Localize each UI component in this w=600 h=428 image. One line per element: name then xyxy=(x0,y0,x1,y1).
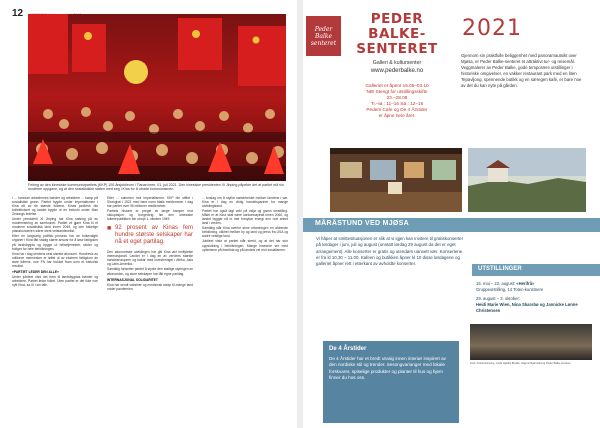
pull-quote-text: 92 prosent av Kinas fem hundre største selskaper har nå et eget partilag. xyxy=(115,225,193,246)
opening-line: Peders Cafe og De 4 Årstider xyxy=(366,106,428,112)
opening-line: er åpne hele året. xyxy=(378,112,416,118)
exhibition-title: «Herifrå» xyxy=(516,281,535,286)
exhibition-title: Heidi Marie Wien, Nina Skarsbø og Jannicke Lønne Christensen xyxy=(476,302,578,313)
celebration-photo xyxy=(28,14,286,181)
article-column-2 xyxy=(107,196,193,422)
left-page xyxy=(0,0,297,428)
paragraph: Kina har sendt vaksiner og medisinsk utstyr til mange land under pandemien. xyxy=(107,282,193,291)
paragraph: I ... hvordan arbeidernes bønder og arbeidere ... kamp på sosialistisk grunn. Partiet bygde under imperialismen i Kina ett av de største folkene. Kinas jordbruk ble kollektivisert og landet bygde ut en industri under Mao Zedongs ledelse. xyxy=(12,196,98,217)
celebration-photo-art xyxy=(28,14,286,181)
cafe-box xyxy=(323,341,459,423)
article-column-3 xyxy=(202,196,288,422)
intro-text: Gjennom sin praktfulle beliggenhet med panoramautsikt over Mjøsa, er Peder Balke-senteret et attraktivt tur- og reisemål. Veggmalerer av Peder Balke, gode temporære utstillinger i historiske omgivelser, en vakker restaurant park med en liten Tepavljong, spennende butikk og en særegen kafé, er bare noe av det du kan nyte på gården. xyxy=(461,53,582,88)
exhibition-item xyxy=(476,296,596,314)
quote-bullet-icon: ■ xyxy=(107,225,112,233)
cafe-text: De 4 Årstider har et bredt utvalg innen interiør inspirert av den nordiske stil og trender. Sesongvarianger med lokale forskvarer, spiselige produkter og planter til hus og hjem finner du hos oss. xyxy=(329,356,446,381)
marstund-banner xyxy=(303,218,600,232)
opening-line: NB! Stengt for utstillingsskifte xyxy=(366,88,428,94)
page-number: 12 xyxy=(12,8,24,19)
subheading: INTERNASJONAL SOLIDARITET xyxy=(107,277,158,282)
article-columns xyxy=(12,196,288,422)
lake-view-art xyxy=(468,148,586,212)
exhibition-dates: 29. august – 3. oktober: xyxy=(476,296,520,301)
website-link[interactable]: www.pederbalke.no xyxy=(370,68,424,74)
logo-text: Peder Balke senteret xyxy=(310,26,337,47)
paragraph: ... forslag om å styrke samarbeidet mellom landene i sør. Kina er i dag en viktig handelspartner for mange utviklingsland. xyxy=(202,196,288,209)
year-label: 2021 xyxy=(462,16,522,41)
article-column-1 xyxy=(12,196,98,422)
pull-quote xyxy=(107,225,193,246)
paragraph: Partiet har også lagt vekt på miljø og grønn omstilling. Målet er at Kina skal være karbonnøytralt innen 2060, og landet bygger nå ut mer fornybar energi enn noe annet land i verden. xyxy=(202,209,288,226)
cafe-heading: De 4 Årstider xyxy=(329,346,367,352)
opening-line: 23.–28.08 xyxy=(386,94,408,100)
paragraph: Partiets historie er preget av lange kamper mot okkupasjon og borgerkrig før den kinesiske folkerepublikken ble utropt 1. oktober 1949. xyxy=(107,209,193,222)
lake-view-photo xyxy=(468,148,586,212)
paragraph: Samtidig fortsetter partiet å styrke den statlige styringen av økonomien, og store selskaper har fått egne partilag. xyxy=(107,267,193,276)
paragraph: Etter en langvarig politisk prosess har de folkevalgte organer i Kina fått stadig større ansvar for å løse fattigdom på landsbygda og bygge ut helsetjenester, skoler og boliger for hele befolkningen. xyxy=(12,234,98,251)
exhibition-dates: 15. mai – 22. august: xyxy=(476,281,516,286)
center-title xyxy=(352,12,442,57)
paragraph: Under jubileet vant det frem til landsbygdas bønder og arbeidere. Partiet leder folket. Uten partiet er det ikke noe nytt Kina, sa Xi i sin tale. xyxy=(12,274,98,287)
exhibition-item xyxy=(476,281,596,293)
opening-line: Galleriet er åpent 15.05–03.10 xyxy=(365,83,429,88)
exhibition-detail: Gruppeutstilling, 14 Toten-kunstnere xyxy=(476,287,544,292)
utstillinger-heading: UTSTILLINGER xyxy=(478,266,522,272)
gallery-interior-art xyxy=(330,148,462,212)
paragraph: Den økonomiske utviklingen har gitt Kina økt innflytelse internasjonalt. Landet er i dag en av verdens største handelsnasjoner og bidrar med investeringer i Afrika, Asia og Latin-Amerika. xyxy=(107,250,193,267)
gallery-interior-photo xyxy=(330,148,462,212)
peder-balke-logo xyxy=(306,16,341,56)
utstillinger-banner xyxy=(472,264,600,276)
photo-credits: Foto: Kristin Rønning, Linda Hjørdis Brekke, Dagrun Bjørnstad og Peder Balke-senteret. xyxy=(470,362,572,365)
marstund-heading: MÅRÅSTUND VED MJØSA xyxy=(315,220,409,227)
paragraph: Under presidenti Xi Jinping har Kina satsing på en modernisering av samfunnet. Partiet vil gjøre Kina til et moderne sosialistisk land innen 2049, og den folkelige planøkonomien sikrer sterk velstandsvekst. xyxy=(12,217,98,234)
paragraph: Etter ... sammen mot imperialismen. KKP ble stiftet i Shanghai i 1921 med bare noen titalls medlemmer. I dag har partiet over 95 millioner medlemmer. xyxy=(107,196,193,209)
title-line: PEDER xyxy=(370,11,424,27)
exhibition-list xyxy=(476,281,596,317)
opening-line: Ti.–lø.: 11–16 Sø.: 12–16 xyxy=(370,100,424,106)
subheading: «PARTIET LEDER DEN ALLE» xyxy=(12,269,59,274)
photo-caption: Feiring av den kinesiske kommunistpartiets (KKP) 100-årsjubileum i Tianan’men, 01. juli 2021. Den kinesiske presidenten Xi Jinping påpekte det at partiet må sin moderne oppgave, og at den sosialistiske staten med seg i Kina for å utrade kommunismen. xyxy=(28,183,284,192)
marstund-text: Vi håper at smittesituasjonen er slik at vi igjen kan invitere til gratiskonserter på lørdager i juni, juli og august (unntatt lørdag 29 august da det er eget arrangement). Alle konserter er gratis og utendørs uansett vær. Konsertene er fra kl 10.30 – 11.00. Kafeen og butikken åpner kl 10 disse lørdagene og galleriet åpner rett i etterkant av avholdte konserter. xyxy=(316,236,464,267)
shop-interior-photo xyxy=(470,324,592,360)
opening-hours xyxy=(352,83,442,118)
title-line: SENTERET xyxy=(356,41,438,57)
title-line: BALKE- xyxy=(368,26,426,42)
paragraph: Samtidig står Kina overfor store utfordringer: en aldrende befolkning, ulikhet mellom by og land og press fra USA og andre vestlige land. xyxy=(202,226,288,239)
center-subtitle: Galleri & kultursenter xyxy=(372,60,422,66)
paragraph: Kina har i dag verdens nest største økonomi. Hundrevis av millioner mennesker er løftet ut av ekstrem fattigdom de siste tiårene, noe FN har trukket fram som et historisk resultat. xyxy=(12,251,98,268)
paragraph: Jubileet viste at partiet står sterkt, og at det har stor oppslutning i befolkningen. Mange kinesere ser med optimisme på framtida og på landets vei mot sosialismen. xyxy=(202,239,288,252)
